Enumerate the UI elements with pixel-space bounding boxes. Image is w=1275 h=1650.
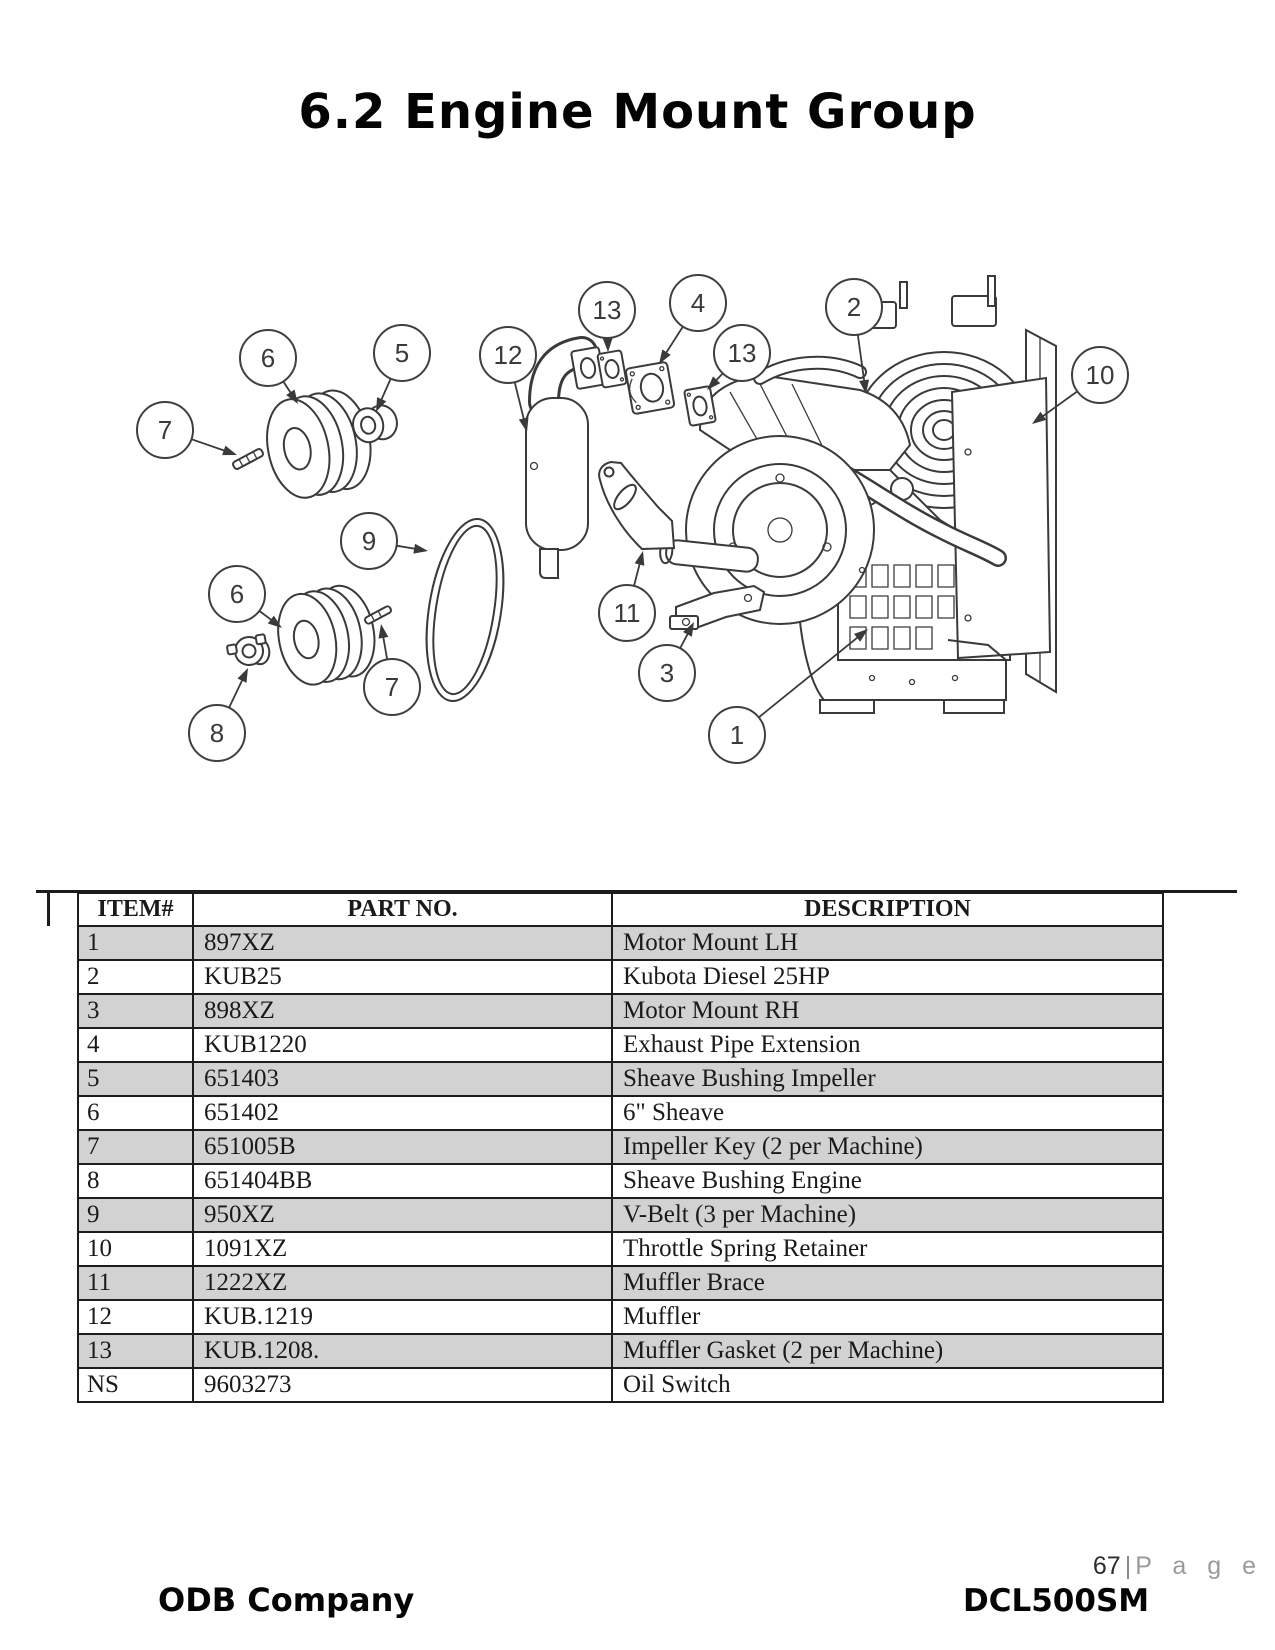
callout-9 — [341, 513, 428, 569]
callout-number: 2 — [846, 292, 862, 322]
muffler-gasket-a-drawing — [597, 350, 627, 388]
table-row — [78, 1096, 1163, 1130]
part-no-cell: 9603273 — [193, 1368, 612, 1402]
page-number-line — [1093, 1552, 1263, 1581]
table-row — [78, 1334, 1163, 1368]
impeller-key-upper-drawing — [232, 448, 264, 470]
item-cell: 13 — [78, 1334, 193, 1368]
page-word: P a g e — [1135, 1552, 1263, 1580]
leader-arrowhead — [378, 624, 388, 639]
description-cell: 6" Sheave — [612, 1096, 1163, 1130]
callout-number: 10 — [1085, 360, 1115, 390]
callout-8 — [189, 668, 248, 761]
header-description: DESCRIPTION — [612, 893, 1163, 926]
v-belt-drawing — [415, 514, 515, 707]
callout-number: 13 — [727, 338, 757, 368]
page-number: 67 — [1092, 1552, 1121, 1580]
leader-line — [515, 382, 525, 424]
muffler-drawing — [526, 347, 605, 578]
part-no-cell: KUB.1219 — [193, 1300, 612, 1334]
motor-mount-rh-drawing — [670, 586, 764, 629]
item-cell: 6 — [78, 1096, 193, 1130]
parts-table-body — [78, 926, 1163, 1402]
part-no-cell: 950XZ — [193, 1198, 612, 1232]
muffler-brace-drawing — [599, 462, 674, 549]
description-cell: Muffler Brace — [612, 1266, 1163, 1300]
leader-arrowhead — [222, 446, 237, 455]
description-cell: Throttle Spring Retainer — [612, 1232, 1163, 1266]
part-no-cell: 1222XZ — [193, 1266, 612, 1300]
part-no-cell: KUB.1208. — [193, 1334, 612, 1368]
callout-number: 1 — [729, 720, 745, 750]
bushing-engine-drawing — [226, 634, 271, 670]
description-cell: Oil Switch — [612, 1368, 1163, 1402]
description-cell: Sheave Bushing Engine — [612, 1164, 1163, 1198]
table-row — [78, 926, 1163, 960]
footer-model: DCL500SM — [963, 1583, 1150, 1619]
table-row — [78, 960, 1163, 994]
description-cell: Motor Mount RH — [612, 994, 1163, 1028]
exhaust-extension-drawing — [625, 362, 674, 415]
callout-number: 3 — [659, 658, 675, 688]
header-part-no: PART NO. — [193, 893, 612, 926]
table-row — [78, 1300, 1163, 1334]
callout-number: 7 — [384, 672, 400, 702]
table-row — [78, 1266, 1163, 1300]
callout-3 — [639, 622, 695, 701]
callout-number: 11 — [613, 598, 641, 628]
callout-number: 8 — [209, 718, 225, 748]
table-row — [78, 1164, 1163, 1198]
item-cell: 3 — [78, 994, 193, 1028]
leader-arrowhead — [413, 544, 428, 554]
item-cell: NS — [78, 1368, 193, 1402]
table-row — [78, 1232, 1163, 1266]
leader-arrowhead — [635, 551, 645, 566]
header-item: ITEM# — [78, 893, 193, 926]
leader-line — [191, 439, 229, 452]
leader-arrowhead — [603, 338, 613, 352]
item-cell: 1 — [78, 926, 193, 960]
part-no-cell: KUB1220 — [193, 1028, 612, 1062]
description-cell: Kubota Diesel 25HP — [612, 960, 1163, 994]
footer-company: ODB Company — [158, 1581, 415, 1619]
item-cell: 12 — [78, 1300, 193, 1334]
callout-number: 5 — [394, 338, 410, 368]
description-cell: Sheave Bushing Impeller — [612, 1062, 1163, 1096]
callout-6 — [209, 566, 282, 628]
item-cell: 8 — [78, 1164, 193, 1198]
description-cell: Exhaust Pipe Extension — [612, 1028, 1163, 1062]
callout-number: 12 — [493, 340, 523, 370]
description-cell: V-Belt (3 per Machine) — [612, 1198, 1163, 1232]
table-row — [78, 1062, 1163, 1096]
item-cell: 7 — [78, 1130, 193, 1164]
item-cell: 5 — [78, 1062, 193, 1096]
sheave-upper-drawing — [259, 385, 380, 504]
item-cell: 4 — [78, 1028, 193, 1062]
callout-number: 6 — [229, 579, 245, 609]
item-cell: 10 — [78, 1232, 193, 1266]
table-row — [78, 994, 1163, 1028]
description-cell: Motor Mount LH — [612, 926, 1163, 960]
item-cell: 2 — [78, 960, 193, 994]
callout-number: 9 — [361, 526, 377, 556]
part-no-cell: 898XZ — [193, 994, 612, 1028]
table-row — [78, 1130, 1163, 1164]
callout-6 — [240, 330, 298, 404]
page-number-separator: | — [1124, 1552, 1132, 1580]
description-cell: Muffler Gasket (2 per Machine) — [612, 1334, 1163, 1368]
item-cell: 9 — [78, 1198, 193, 1232]
callout-11 — [599, 551, 655, 641]
callout-7 — [137, 402, 237, 458]
callout-5 — [374, 325, 430, 412]
table-row — [78, 1198, 1163, 1232]
description-cell: Impeller Key (2 per Machine) — [612, 1130, 1163, 1164]
part-no-cell: KUB25 — [193, 960, 612, 994]
part-no-cell: 897XZ — [193, 926, 612, 960]
page-title: 6.2 Engine Mount Group — [298, 84, 977, 140]
callout-1 — [709, 629, 868, 763]
parts-table-header-row — [78, 893, 1163, 926]
part-no-cell: 651402 — [193, 1096, 612, 1130]
table-left-tick — [47, 892, 50, 926]
table-row — [78, 1368, 1163, 1402]
muffler-gasket-b-drawing — [684, 386, 716, 426]
description-cell: Muffler — [612, 1300, 1163, 1334]
callout-number: 6 — [260, 343, 276, 373]
leader-arrowhead — [519, 417, 529, 432]
leader-arrowhead — [237, 668, 248, 683]
part-no-cell: 651404BB — [193, 1164, 612, 1198]
sheave-lower-drawing — [270, 580, 382, 690]
callout-number: 13 — [592, 295, 622, 325]
part-no-cell: 651403 — [193, 1062, 612, 1096]
part-no-cell: 651005B — [193, 1130, 612, 1164]
part-no-cell: 1091XZ — [193, 1232, 612, 1266]
table-row — [78, 1028, 1163, 1062]
item-cell: 11 — [78, 1266, 193, 1300]
parts-table — [77, 892, 1164, 1403]
callout-number: 4 — [690, 288, 706, 318]
callout-number: 7 — [157, 415, 173, 445]
